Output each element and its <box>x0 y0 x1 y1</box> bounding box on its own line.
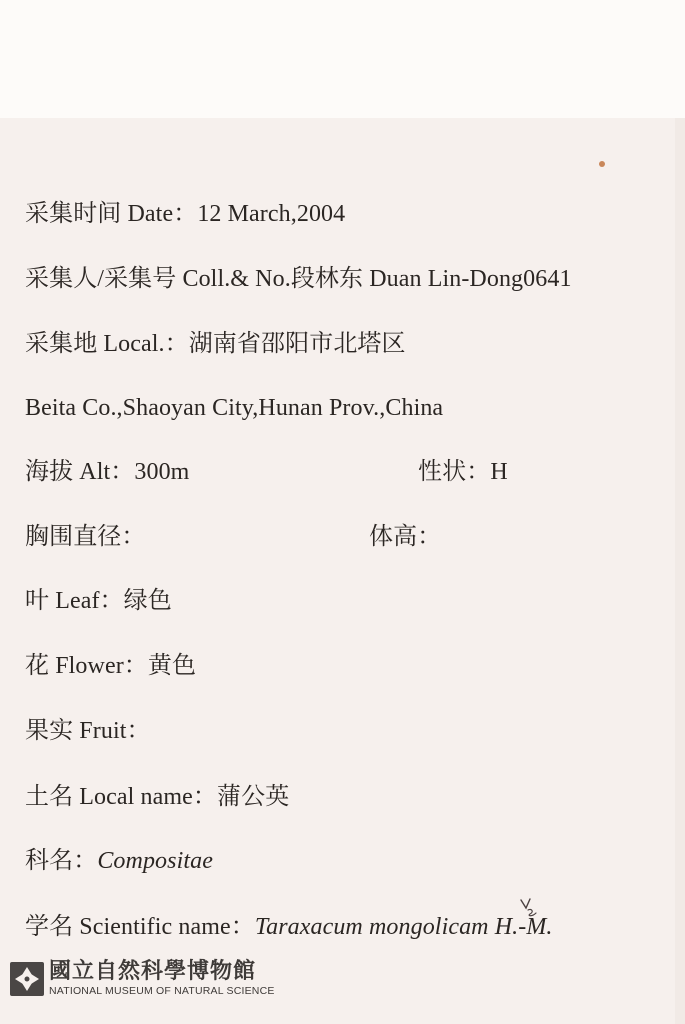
scan-top-margin <box>0 0 685 118</box>
family-value: Compositae <box>97 848 213 874</box>
specimen-label-paper <box>0 118 676 1024</box>
flower-row <box>25 651 196 681</box>
date-label: 采集时间 Date： <box>25 201 198 227</box>
date-value: 12 March,2004 <box>197 201 346 227</box>
locality-row <box>25 329 406 359</box>
scientific-name-value: Taraxacum mongolicam H.-M. <box>254 914 553 940</box>
habit-label: 性状： <box>418 459 491 485</box>
habit-field <box>418 457 508 487</box>
collector-row <box>25 264 572 294</box>
scientific-name-label: 学名 Scientific name： <box>25 914 255 940</box>
fruit-row <box>25 716 151 746</box>
museum-name-english: NATIONAL MUSEUM OF NATURAL SCIENCE <box>49 985 275 997</box>
family-label: 科名： <box>25 848 98 874</box>
collector-label: 采集人/采集号 Coll.& No. <box>25 266 291 292</box>
local-name-row <box>25 782 289 812</box>
family-row <box>25 846 213 876</box>
altitude-habit-row <box>25 457 645 487</box>
habit-value: H <box>490 459 508 485</box>
locality-en-row <box>25 393 443 423</box>
locality-label: 采集地 Local.： <box>25 331 189 357</box>
height-field <box>369 522 441 552</box>
museum-name-chinese: 國立自然科學博物館 <box>49 959 257 984</box>
date-row <box>25 199 345 229</box>
ink-speck <box>599 161 605 167</box>
leaf-label: 叶 Leaf： <box>25 588 124 614</box>
altitude-label: 海拔 Alt： <box>25 459 135 485</box>
local-name-label: 土名 Local name： <box>25 784 218 810</box>
locality-en-value: Beita Co.,Shaoyan City,Hunan Prov.,China <box>25 395 444 421</box>
handwritten-correction-mark <box>518 896 546 918</box>
leaf-row <box>25 586 172 616</box>
scientific-name-row <box>25 912 553 942</box>
flower-label: 花 Flower： <box>25 653 148 679</box>
flower-value: 黄色 <box>147 653 197 679</box>
paper-edge <box>675 118 685 1024</box>
dbh-height-row <box>25 522 645 552</box>
altitude-value: 300m <box>134 459 190 485</box>
museum-logo-icon <box>10 962 44 996</box>
locality-value: 湖南省邵阳市北塔区 <box>188 331 406 357</box>
local-name-value: 蒲公英 <box>217 784 290 810</box>
dbh-label: 胸围直径： <box>25 524 146 550</box>
fruit-label: 果实 Fruit： <box>25 718 151 744</box>
collector-value: 段林东 Duan Lin-Dong0641 <box>290 266 572 292</box>
leaf-value: 绿色 <box>123 588 172 614</box>
height-label: 体高： <box>369 524 442 550</box>
